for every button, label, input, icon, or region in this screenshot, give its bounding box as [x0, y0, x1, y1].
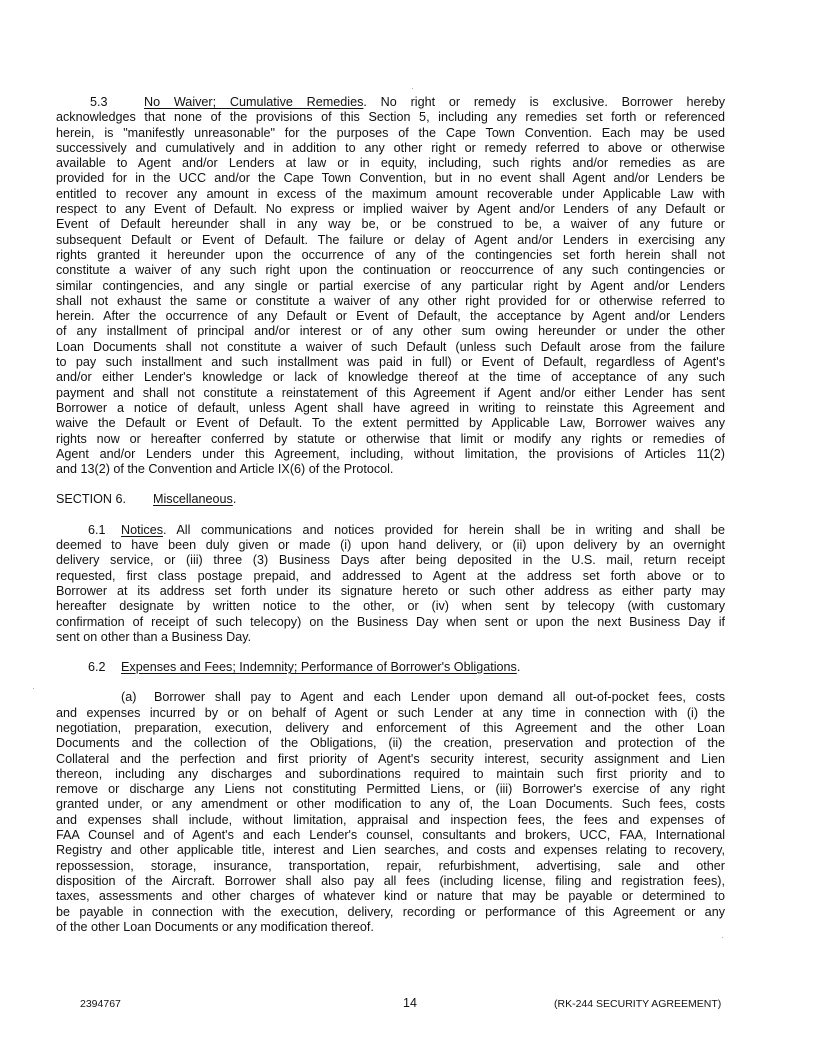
- clause-label: (a): [121, 690, 137, 705]
- scan-speck: [412, 88, 413, 89]
- text-line: shall not exhaust the same or constitute a waiver of any other right provided for or otherwise referred to: [56, 293, 725, 308]
- text-line: repossession, storage, insurance, transportation, repair, refurbishment, advertising, sale and other: [56, 858, 725, 873]
- document-page: [56, 95, 725, 935]
- document-title: (RK-244 SECURITY AGREEMENT): [554, 998, 722, 1010]
- text-line: FAA Counsel and of Agent's and each Lender's counsel, consultants and brokers, UCC, FAA, International: [56, 828, 725, 843]
- section-6-2-heading: [56, 660, 725, 675]
- section-6-1-first-line: [56, 523, 725, 538]
- text-line: available to Agent and/or Lenders at law or in equity, including, such rights and/or remedies as are: [56, 156, 725, 171]
- section-title-suffix: .: [232, 492, 237, 507]
- text-line: and 13(2) of the Convention and Article IX(6) of the Protocol.: [56, 462, 394, 477]
- text-line: similar contingencies, and any single or partial exercise of any particular right by Agent and/or Lenders: [56, 278, 725, 293]
- text-line: delivery service, or (iii) three (3) Business Days after being deposited in the U.S. mail, return receipt: [56, 553, 725, 568]
- text-line: to pay such installment and such installment was paid in full) or Event of Default, regardless of Agent's: [56, 355, 725, 370]
- scan-speck: [722, 937, 723, 938]
- section-number: 6.1: [88, 522, 106, 537]
- text-line: successively and cumulatively and in addition to any other right or remedy referred to above or otherwise: [56, 140, 725, 155]
- text-line: requested, first class postage prepaid, and addressed to Agent at the address set forth above or to: [56, 568, 725, 583]
- text-line: Documents and the collection of the Obligations, (ii) the creation, preservation and protection of the: [56, 736, 725, 751]
- text-line: of the other Loan Documents or any modification thereof.: [56, 919, 374, 934]
- text-line: waive the Default or Event of Default. To the extent permitted by Applicable Law, Borrower waives any: [56, 416, 725, 431]
- section-6-heading: [56, 492, 725, 507]
- section-number: 5.3: [90, 95, 108, 109]
- text-line: Agent and/or Lenders under this Agreement, including, without limitation, the provisions of Articles 11(2): [56, 446, 725, 461]
- section-6-2-a-paragraph: [56, 690, 725, 935]
- text-line: constitute a waiver of any such right upon the continuation or reoccurrence of any such contingencies or: [56, 263, 725, 278]
- scan-speck: [33, 688, 34, 689]
- text-line: Collateral and the perfection and first priority of Agent's security interest, security assignment and Lien: [56, 751, 725, 766]
- text-line: entitled to recover any amount in excess of the maximum amount recoverable under Applicable Law with: [56, 186, 725, 201]
- section-text: . All communications and notices provided for herein shall be in writing and shall be: [163, 522, 725, 537]
- section-heading-suffix: .: [516, 660, 521, 675]
- section-heading: Expenses and Fees; Indemnity; Performance of Borrower's Obligations: [121, 660, 517, 675]
- section-6-1-body: [56, 538, 725, 645]
- text-line: thereon, including any discharges and subordinations required to maintain such first priority and to: [56, 766, 725, 781]
- text-line: payment and shall not constitute a reinstatement of this Agreement if Agent and/or either Lender has sent: [56, 385, 725, 400]
- document-number: 2394767: [80, 998, 121, 1010]
- section-heading: Notices: [121, 522, 163, 537]
- text-line: herein. After the occurrence of any Default or Event of Default, the acceptance by Agent and/or Lenders: [56, 309, 725, 324]
- text-line: provided for in the UCC and/or the Cape Town Convention, but in no event shall Agent and/or Lenders be: [56, 171, 725, 186]
- text-line: deemed to have been duly given or made (i) upon hand delivery, or (ii) upon delivery by an overnight: [56, 538, 725, 553]
- text-line: and expenses incurred by or on behalf of Agent or such Lender at any time in connection with (i) the: [56, 705, 725, 720]
- section-6-2-a-first-line: [56, 690, 725, 705]
- section-title: Miscellaneous: [153, 492, 233, 507]
- page-number: 14: [403, 996, 417, 1010]
- section-5-3-paragraph: [56, 95, 725, 477]
- text-line: taxes, assessments and other charges of whatever kind or nature that may be payable or determined to: [56, 889, 725, 904]
- text-line: Loan Documents shall not constitute a waiver of such Default (unless such Default arose from the failure: [56, 339, 725, 354]
- text-line: Event of Default hereunder shall in any way be, or be construed to be, a waiver of any future or: [56, 217, 725, 232]
- section-6-1-paragraph: [56, 523, 725, 645]
- text-line: sent on other than a Business Day.: [56, 629, 252, 644]
- section-5-3-body: [56, 110, 725, 477]
- text-line: rights now or hereafter conferred by statute or otherwise that limit or modify any rights or remedies of: [56, 431, 725, 446]
- section-5-3-first-line: [56, 95, 725, 110]
- text-line: and/or either Lender's knowledge or lack of knowledge thereof at the time of acceptance of any such: [56, 370, 725, 385]
- text-line: of any installment of principal and/or interest or of any other sum owing hereunder or under the other: [56, 324, 725, 339]
- text-line: negotiation, preparation, execution, delivery and enforcement of this Agreement and the other Loan: [56, 720, 725, 735]
- text-line: Registry and other applicable title, interest and Lien searches, and costs and expenses relating to recovery,: [56, 843, 725, 858]
- section-label: SECTION 6.: [56, 492, 126, 507]
- section-text: . No right or remedy is exclusive. Borrower hereby: [363, 95, 725, 109]
- text-line: confirmation of receipt of such telecopy) on the Business Day when sent or upon the next Business Day if: [56, 614, 725, 629]
- text-line: and expenses shall include, without limitation, appraisal and inspection fees, the fees and expenses of: [56, 812, 725, 827]
- text-line: Borrower a notice of default, unless Agent shall have agreed in writing to reinstate this Agreement and: [56, 400, 725, 415]
- text-line: herein, is "manifestly unreasonable" for the purposes of the Cape Town Convention. Each may be used: [56, 125, 725, 140]
- text-line: rights granted it hereunder upon the occurrence of any of the contingencies set forth herein shall not: [56, 247, 725, 262]
- section-6-2-a-body: [56, 706, 725, 935]
- text-line: hereafter designate by written notice to the other, or (iv) when sent by telecopy (with customary: [56, 599, 725, 614]
- section-number: 6.2: [88, 660, 106, 675]
- section-heading: No Waiver; Cumulative Remedies: [144, 95, 364, 109]
- text-line: respect to any Event of Default. No express or implied waiver by Agent and/or Lenders of any Default or: [56, 202, 725, 217]
- text-line: subsequent Default or Event of Default. The failure or delay of Agent and/or Lenders in exercising any: [56, 232, 725, 247]
- text-line: remove or discharge any Liens not constituting Permitted Liens, or (iii) Borrower's exercise of any right: [56, 782, 725, 797]
- clause-text: Borrower shall pay to Agent and each Lender upon demand all out-of-pocket fees, costs: [154, 690, 725, 705]
- text-line: disposition of the Aircraft. Borrower shall also pay all fees (including license, filing and registration fees),: [56, 873, 725, 888]
- text-line: be payable in connection with the execution, delivery, recording or performance of this Agreement or any: [56, 904, 725, 919]
- text-line: granted under, or any amendment or other modification to any of, the Loan Documents. Such fees, costs: [56, 797, 725, 812]
- text-line: acknowledges that none of the provisions of this Section 5, including any remedies set forth or referenced: [56, 110, 725, 125]
- text-line: Borrower at its address set forth under its signature hereto or such other address as either party may: [56, 583, 725, 598]
